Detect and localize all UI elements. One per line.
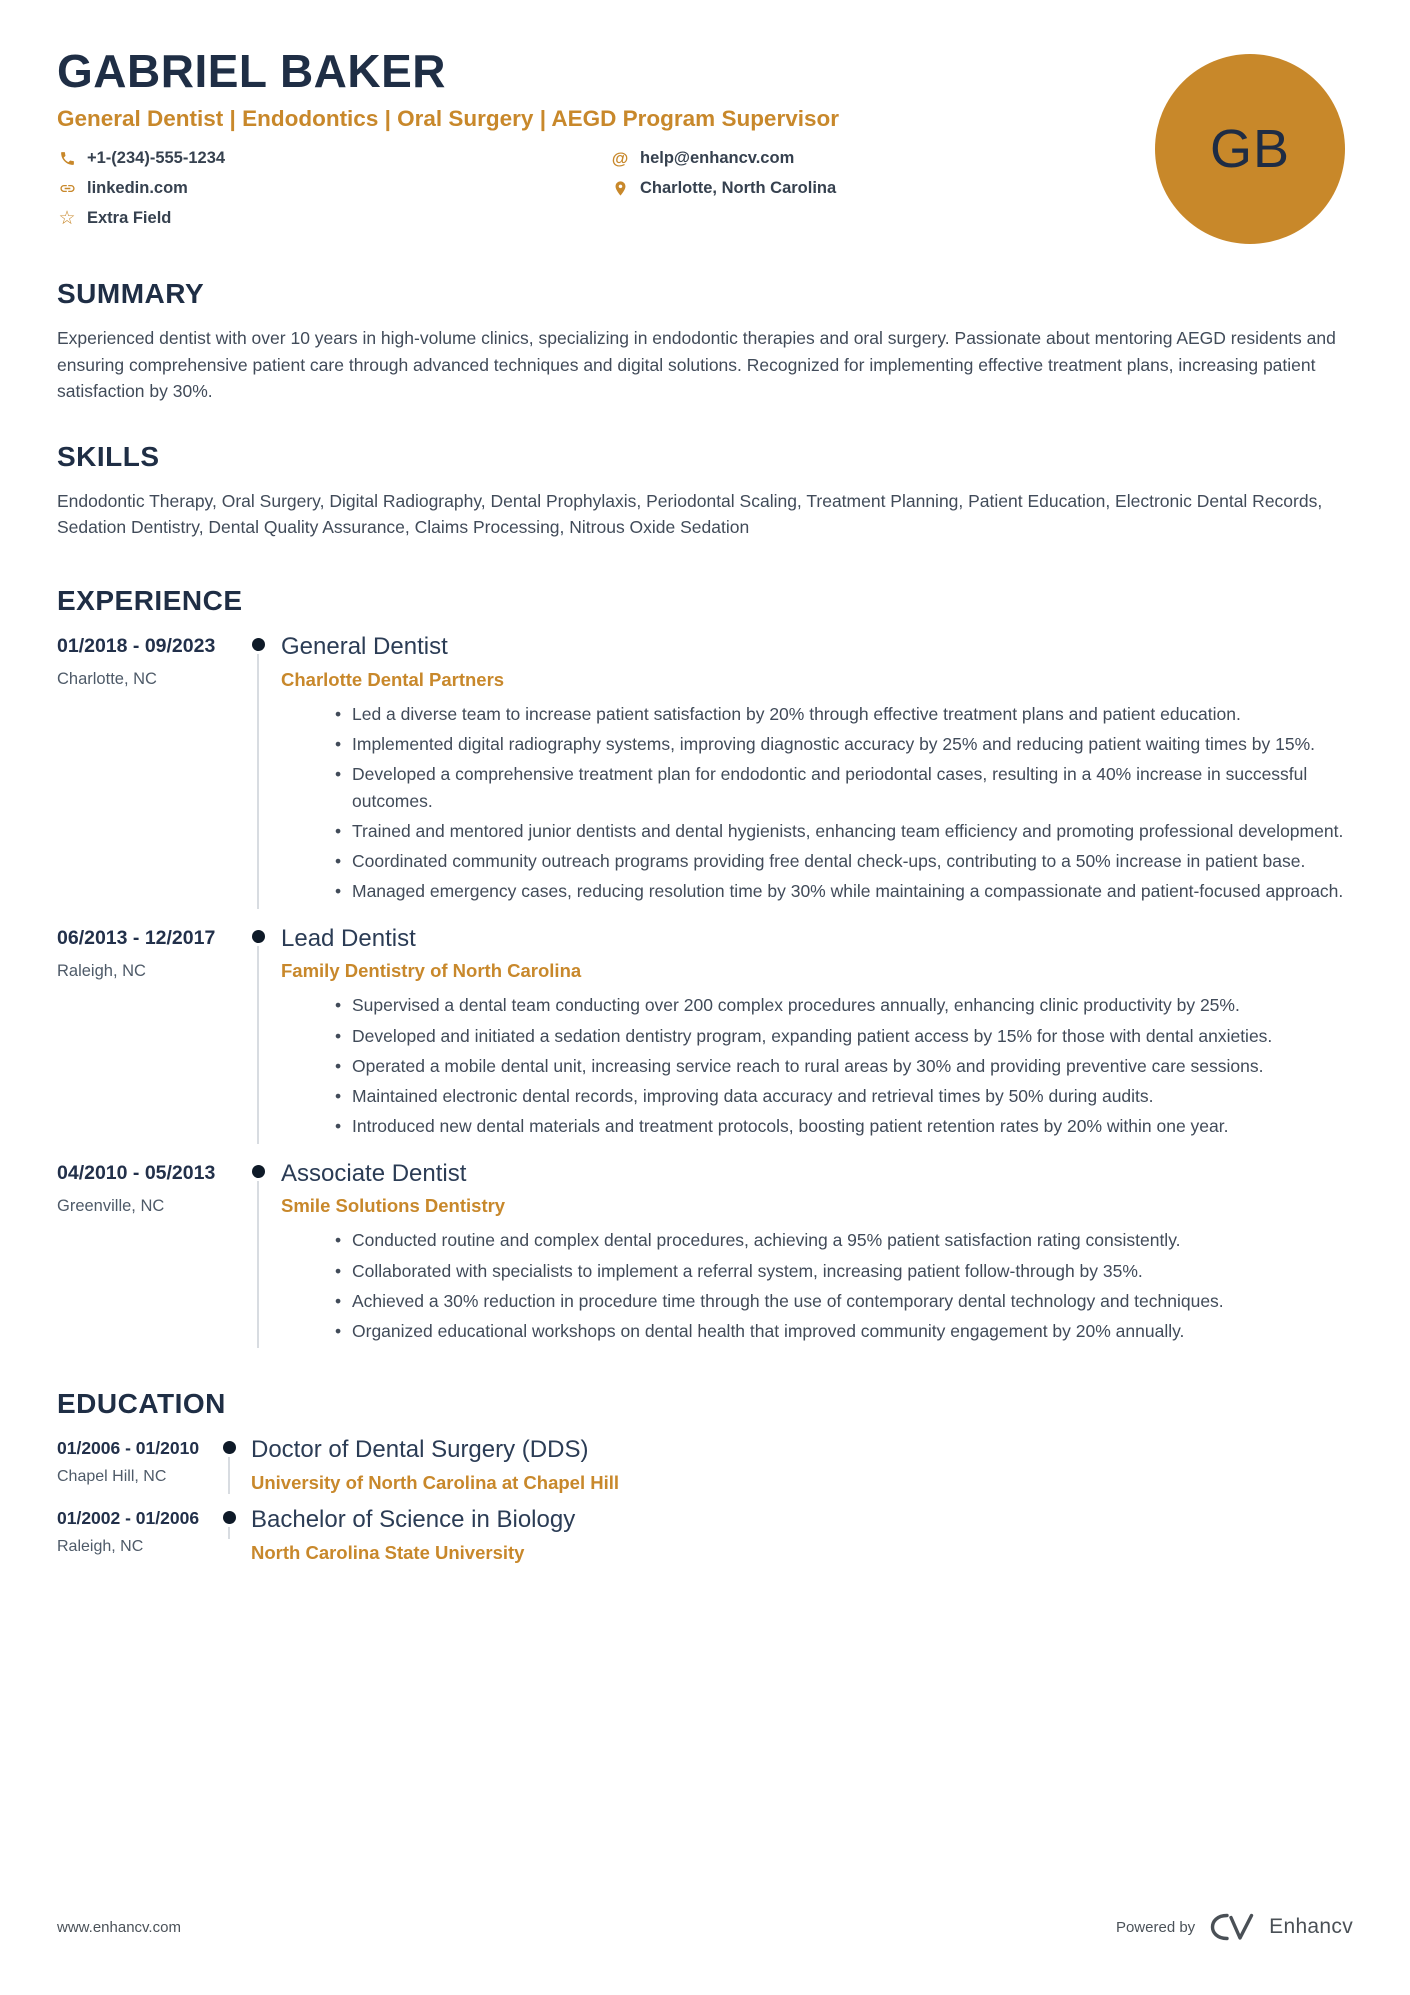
footer-branding <box>1116 1911 1353 1943</box>
skills-section <box>57 441 1353 541</box>
enhancv-logo-icon[interactable] <box>1209 1911 1255 1943</box>
entry-location: Raleigh, NC <box>57 1538 144 1556</box>
degree-title: Bachelor of Science in Biology <box>251 1506 576 1534</box>
job-title: General Dentist <box>281 632 448 660</box>
entry-body <box>251 1436 1353 1494</box>
job-title: Lead Dentist <box>281 924 416 952</box>
bullet-list <box>281 992 1353 1139</box>
company-name: Family Dentistry of North Carolina <box>281 960 582 982</box>
experience-entry <box>57 633 1353 909</box>
person-title: General Dentist | Endodontics | Oral Surgery | AEGD Program Supervisor <box>57 105 839 131</box>
entry-period: 01/2006 - 01/2010 <box>57 1438 200 1459</box>
education-entry <box>57 1506 1353 1564</box>
bullet-item: • Developed and initiated a sedation dentistry program, expanding patient access by 15% for those with dental anxieties. <box>333 1023 1353 1049</box>
education-heading: EDUCATION <box>57 1388 226 1420</box>
experience-section <box>57 585 1353 1348</box>
header <box>57 46 1353 244</box>
timeline <box>235 925 281 1144</box>
entry-period: 01/2002 - 01/2006 <box>57 1508 200 1529</box>
entry-left <box>57 1160 235 1349</box>
email-address[interactable]: help@enhancv.com <box>640 149 795 168</box>
timeline-dot <box>252 930 265 943</box>
company-name: Charlotte Dental Partners <box>281 668 505 690</box>
bullet-item: • Operated a mobile dental unit, increasing service reach to rural areas by 30% and providing preventive care sessions. <box>333 1053 1353 1079</box>
education-section <box>57 1388 1353 1564</box>
bullet-item: • Organized educational workshops on dental health that improved community engagement by 20% annually. <box>333 1318 1353 1344</box>
timeline-line <box>228 1527 230 1539</box>
entry-body <box>281 633 1353 909</box>
company-name: Smile Solutions Dentistry <box>281 1195 506 1217</box>
timeline-dot <box>252 638 265 651</box>
entry-left <box>57 925 235 1144</box>
bullet-item: • Implemented digital radiography systems, improving diagnostic accuracy by 25% and reducing patient waiting times by 15%. <box>333 731 1353 757</box>
phone-contact <box>57 149 610 169</box>
entry-period: 06/2013 - 12/2017 <box>57 926 216 949</box>
entry-body <box>251 1506 1353 1564</box>
location-text: Charlotte, North Carolina <box>640 179 837 198</box>
footer-site-link[interactable]: www.enhancv.com <box>57 1918 181 1936</box>
bullet-item: • Supervised a dental team conducting over 200 complex procedures annually, enhancing clinic productivity by 25%. <box>333 992 1353 1018</box>
timeline-line <box>257 1181 259 1349</box>
avatar-initials: GB <box>1209 119 1291 179</box>
entry-period: 01/2018 - 09/2023 <box>57 634 216 657</box>
education-entries <box>57 1436 1353 1564</box>
timeline-dot <box>252 1165 265 1178</box>
location-icon <box>610 179 630 199</box>
bullet-item: • Conducted routine and complex dental procedures, achieving a 95% patient satisfaction rating consistently. <box>333 1227 1353 1253</box>
bullet-item: • Introduced new dental materials and treatment protocols, boosting patient retention rates by 20% within one year. <box>333 1113 1353 1139</box>
contacts-right-column <box>610 149 836 229</box>
timeline-dot <box>223 1441 236 1454</box>
star-icon: ☆ <box>58 208 76 230</box>
timeline <box>235 633 281 909</box>
entry-period: 04/2010 - 05/2013 <box>57 1161 216 1184</box>
timeline <box>207 1436 251 1494</box>
entry-left <box>57 1436 207 1494</box>
bullet-item: • Managed emergency cases, reducing resolution time by 30% while maintaining a compassionate and patient-focused approach. <box>333 878 1353 904</box>
location-contact <box>610 179 836 199</box>
timeline-line <box>228 1457 230 1494</box>
entry-location: Greenville, NC <box>57 1196 165 1215</box>
entry-left <box>57 1506 207 1564</box>
degree-title: Doctor of Dental Surgery (DDS) <box>251 1436 589 1464</box>
avatar <box>1155 54 1345 244</box>
school-name: University of North Carolina at Chapel Hill <box>251 1472 620 1494</box>
bullet-item: • Achieved a 30% reduction in procedure time through the use of contemporary dental technology and techniques. <box>333 1288 1353 1314</box>
bullet-item: • Led a diverse team to increase patient satisfaction by 20% through effective treatment plans and patient education. <box>333 701 1353 727</box>
extra-field-contact <box>57 209 610 229</box>
summary-section <box>57 278 1353 405</box>
school-name: North Carolina State University <box>251 1541 525 1563</box>
contact-info <box>57 149 1125 229</box>
phone-number: +1-(234)-555-1234 <box>87 149 226 168</box>
linkedin-contact[interactable] <box>57 179 610 199</box>
bullet-item: • Trained and mentored junior dentists and dental hygienists, enhancing team efficiency and promoting professional development. <box>333 818 1353 844</box>
education-entry <box>57 1436 1353 1494</box>
bullet-item: • Maintained electronic dental records, improving data accuracy and retrieval times by 50% during audits. <box>333 1083 1353 1109</box>
link-icon <box>57 179 77 199</box>
timeline <box>207 1506 251 1564</box>
bullet-item: • Coordinated community outreach programs providing free dental check-ups, contributing to a 50% increase in patient base. <box>333 848 1353 874</box>
header-left <box>57 46 1125 229</box>
experience-heading: EXPERIENCE <box>57 584 243 616</box>
experience-entries <box>57 633 1353 1348</box>
entry-left <box>57 633 235 909</box>
at-icon: @ <box>611 148 629 168</box>
person-name: GABRIEL BAKER <box>57 45 447 97</box>
summary-heading: SUMMARY <box>57 278 205 309</box>
timeline-line <box>257 654 259 909</box>
skills-text: Endodontic Therapy, Oral Surgery, Digital Radiography, Dental Prophylaxis, Periodontal Scaling, Treatment Planning, Patient Education, Electronic Dental Records, Sedation Dentistry, Dental Quality Assurance, Claims Processing, Nitrous Oxide Sedation <box>57 490 1323 538</box>
powered-by-label: Powered by <box>1115 1918 1196 1936</box>
email-contact[interactable] <box>610 149 836 169</box>
entry-location: Charlotte, NC <box>57 670 157 689</box>
timeline <box>235 1160 281 1349</box>
experience-entry <box>57 925 1353 1144</box>
entry-body <box>281 1160 1353 1349</box>
entry-location: Chapel Hill, NC <box>57 1468 167 1486</box>
bullet-list <box>281 701 1353 905</box>
summary-text: Experienced dentist with over 10 years in high-volume clinics, specializing in endodontic therapies and oral surgery. Passionate about mentoring AEGD residents and ensuring comprehensive patient care through advanced techniques and digital solutions. Recognized for implementing effective treatment plans, increasing patient satisfaction by 30%. <box>57 328 1336 402</box>
experience-entry <box>57 1160 1353 1349</box>
bullet-list <box>281 1227 1353 1344</box>
enhancv-brand-name[interactable]: Enhancv <box>1269 1915 1353 1938</box>
phone-icon <box>57 149 77 169</box>
timeline-dot <box>223 1511 236 1524</box>
skills-heading: SKILLS <box>57 440 160 472</box>
linkedin-url[interactable]: linkedin.com <box>87 179 188 198</box>
footer <box>57 1911 1353 1943</box>
extra-field-text: Extra Field <box>87 209 172 228</box>
timeline-line <box>257 946 259 1144</box>
bullet-item: • Developed a comprehensive treatment plan for endodontic and periodontal cases, resulting in a 40% increase in successful outcomes. <box>333 761 1353 814</box>
bullet-item: • Collaborated with specialists to implement a referral system, increasing patient follow-through by 35%. <box>333 1258 1353 1284</box>
entry-body <box>281 925 1353 1144</box>
entry-location: Raleigh, NC <box>57 961 146 980</box>
job-title: Associate Dentist <box>281 1159 467 1187</box>
contacts-left-column <box>57 149 610 229</box>
